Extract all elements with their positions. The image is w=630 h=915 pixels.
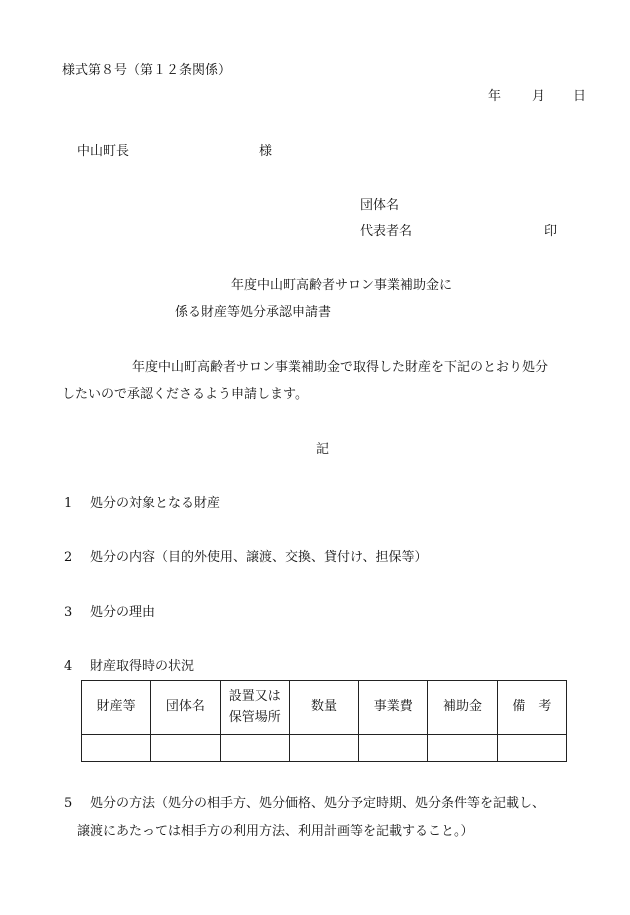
- table-cell[interactable]: [151, 735, 220, 762]
- date-day-label: 日: [573, 89, 587, 104]
- addressee-honorific: 様: [259, 144, 273, 159]
- header-subsidy: 補助金: [428, 681, 497, 735]
- header-location: [220, 681, 289, 735]
- item-number: 2: [64, 550, 73, 565]
- item-number: 3: [64, 605, 73, 620]
- header-location-line-2: 保管場所: [228, 709, 281, 725]
- table-row: [82, 735, 567, 762]
- title-line-1: 年度中山町高齢者サロン事業補助金に: [231, 278, 453, 293]
- ki-heading: 記: [316, 442, 330, 457]
- body-line-1: 年度中山町高齢者サロン事業補助金で取得した財産を下記のとおり処分: [132, 360, 549, 375]
- item-text: 処分の方法（処分の相手方、処分価格、処分予定時期、処分条件等を記載し、: [90, 796, 546, 811]
- item-text: 財産取得時の状況: [90, 659, 195, 674]
- body-line-2: したいので承認くださるよう申請します。: [62, 387, 308, 402]
- header-quantity: 数量: [289, 681, 358, 735]
- representative-label: 代表者名: [360, 224, 413, 239]
- addressee-name: 中山町長: [77, 144, 130, 159]
- date-month-label: 月: [532, 89, 546, 104]
- item-number: 1: [64, 496, 73, 511]
- header-asset: 財産等: [82, 681, 151, 735]
- item-text-continued: 譲渡にあたっては相手方の利用方法、利用計画等を記載すること。）: [77, 824, 474, 839]
- table-cell[interactable]: [220, 735, 289, 762]
- form-number: 様式第８号（第１２条関係）: [62, 63, 232, 78]
- table-header-row: [82, 681, 567, 735]
- table-cell[interactable]: [289, 735, 358, 762]
- item-text: 処分の対象となる財産: [90, 496, 221, 511]
- table-cell[interactable]: [82, 735, 151, 762]
- header-org: 団体名: [151, 681, 220, 735]
- table-cell[interactable]: [359, 735, 428, 762]
- table-cell[interactable]: [497, 735, 566, 762]
- asset-acquisition-table: [81, 680, 567, 762]
- org-name-label: 団体名: [360, 198, 400, 213]
- seal-mark: 印: [544, 224, 558, 239]
- date-year-label: 年: [488, 89, 502, 104]
- header-project-cost: 事業費: [359, 681, 428, 735]
- item-text: 処分の理由: [90, 605, 156, 620]
- item-number: 5: [64, 796, 73, 811]
- header-location-line-1: 設置又は: [228, 689, 281, 705]
- item-text: 処分の内容（目的外使用、譲渡、交換、貸付け、担保等）: [90, 550, 428, 565]
- header-remarks: 備 考: [497, 681, 566, 735]
- table-cell[interactable]: [428, 735, 497, 762]
- item-number: 4: [64, 659, 73, 674]
- title-line-2: 係る財産等処分承認申請書: [175, 305, 332, 320]
